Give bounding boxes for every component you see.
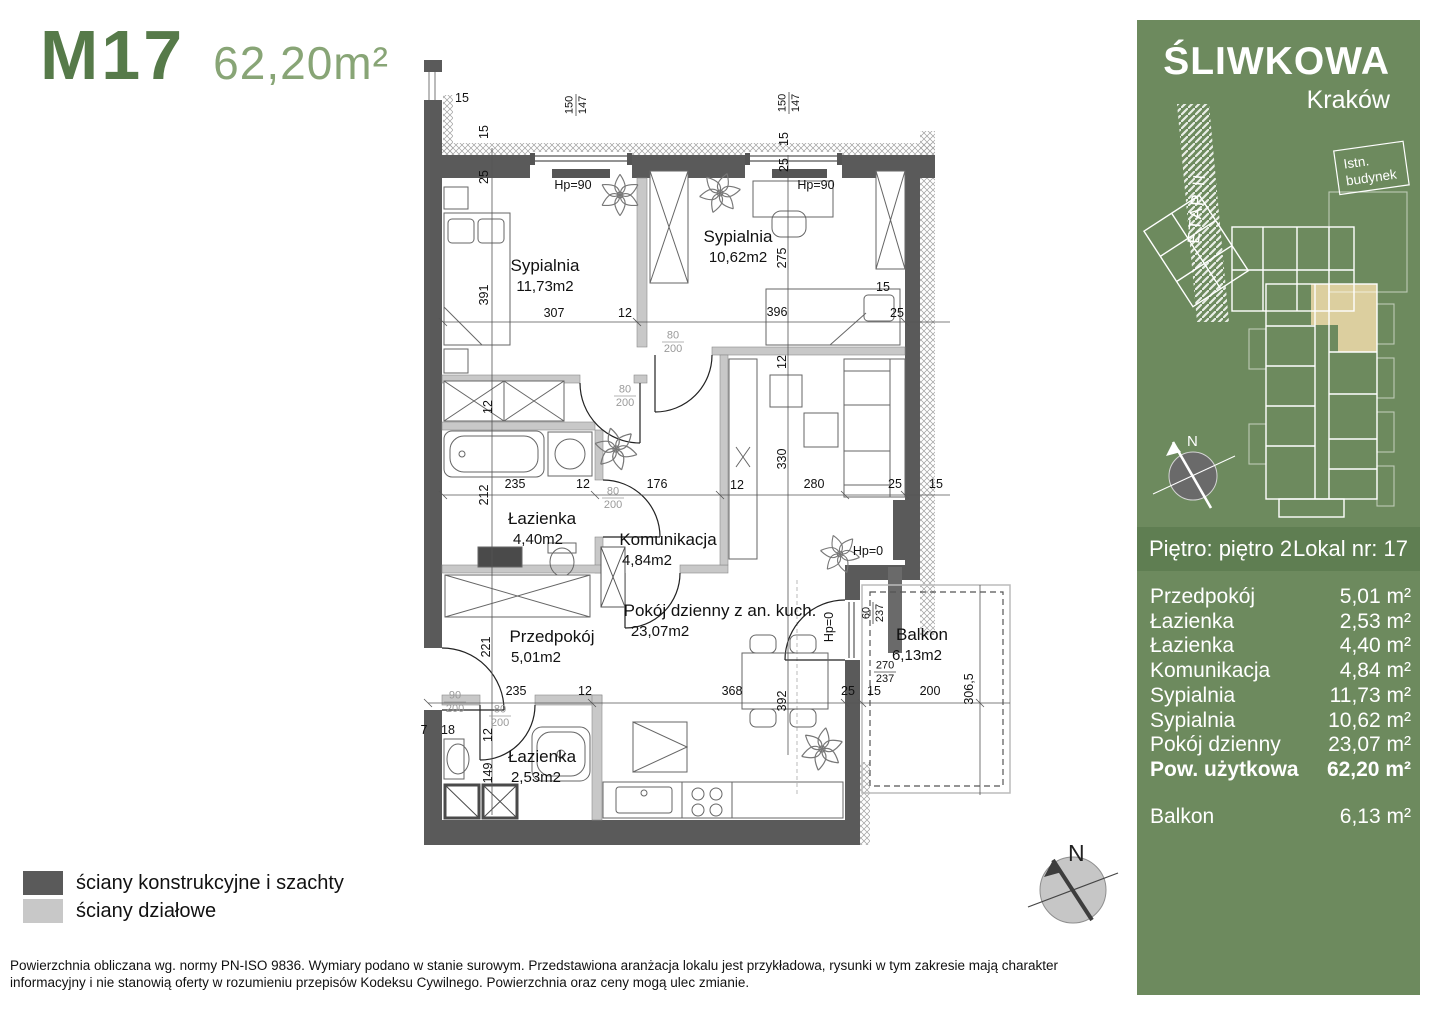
svg-text:25: 25: [890, 306, 904, 320]
room-row-area: 4,84 m²: [1339, 659, 1411, 683]
balcony-stubs: [1249, 192, 1407, 506]
svg-text:12: 12: [576, 477, 590, 491]
svg-text:150: 150: [776, 93, 789, 113]
svg-text:18: 18: [441, 723, 455, 737]
nightstand: [444, 187, 468, 209]
room-row-area: 23,07 m²: [1328, 733, 1411, 757]
dimension-label: [444, 690, 466, 716]
dimension-label: [481, 400, 495, 414]
room-row: [1150, 758, 1411, 783]
svg-text:237: 237: [875, 673, 895, 685]
svg-text:15: 15: [867, 684, 881, 698]
project-city: Kraków: [1306, 86, 1390, 114]
svg-text:149: 149: [481, 762, 495, 784]
room-row: [1150, 585, 1411, 610]
dimension-label: [477, 485, 491, 506]
room-area: 4,84m2: [621, 552, 673, 569]
room-name: Przedpokój: [509, 627, 595, 646]
svg-text:12: 12: [481, 728, 495, 742]
svg-text:368: 368: [721, 684, 743, 698]
dimension-label: [962, 673, 976, 704]
svg-text:Hp=90: Hp=90: [554, 178, 592, 192]
sidebar: [1137, 20, 1420, 995]
dimension-label: [853, 544, 883, 558]
room-name: Komunikacja: [619, 530, 717, 549]
svg-text:12: 12: [730, 478, 744, 492]
room-row-area: 10,62 m²: [1328, 708, 1411, 732]
unit-id: M17: [40, 16, 186, 94]
dimension-label: [481, 763, 495, 784]
dimension-label: [861, 602, 887, 624]
disclaimer: [10, 957, 1128, 991]
room-name: Łazienka: [507, 747, 577, 766]
svg-text:306,5: 306,5: [962, 673, 976, 705]
dimension-label: [874, 660, 896, 686]
svg-text:15: 15: [455, 91, 469, 105]
room-row: [1150, 634, 1411, 659]
dimension-label: [578, 684, 592, 698]
svg-text:200: 200: [615, 397, 635, 409]
tv-unit: [729, 359, 757, 559]
floor-label: Piętro: piętro 2: [1149, 536, 1293, 561]
dimension-label: [477, 125, 491, 139]
dimension-label: [477, 285, 491, 306]
kitchen-sink: [616, 787, 672, 813]
svg-text:7: 7: [420, 723, 428, 737]
dimension-label: [477, 170, 491, 184]
compass-n-label: N: [1187, 433, 1198, 450]
room-row-area: 2,53 m²: [1339, 609, 1411, 633]
floor-plan: [420, 55, 1020, 855]
dimension-label: [777, 132, 791, 146]
svg-text:12: 12: [618, 306, 632, 320]
dimension-label: [876, 280, 890, 294]
svg-text:80: 80: [606, 485, 620, 498]
dimension-label: [730, 478, 744, 492]
dimension-label: [890, 306, 904, 320]
room-row-area: 62,20 m²: [1326, 757, 1411, 781]
svg-text:147: 147: [790, 93, 802, 113]
room-row-name: Łazienka: [1150, 609, 1235, 633]
dimension-label: [505, 477, 526, 491]
room-name: Pokój dzienny z an. kuch.: [623, 601, 817, 620]
room-row-name: Pokój dzienny: [1150, 733, 1281, 757]
svg-text:90: 90: [448, 689, 462, 702]
room-name: Sypialnia: [510, 256, 580, 275]
svg-text:60: 60: [860, 606, 873, 620]
partition-wall-swatch: [23, 899, 63, 923]
svg-text:Hp=90: Hp=90: [797, 178, 835, 192]
svg-text:25: 25: [841, 684, 855, 698]
stove-burner: [692, 788, 704, 800]
svg-text:budynek: budynek: [1344, 166, 1398, 189]
balcony-name: Balkon: [1150, 805, 1215, 828]
room-name: Łazienka: [507, 509, 577, 528]
svg-text:12: 12: [578, 684, 592, 698]
wardrobe: [444, 381, 564, 421]
dimension-label: [775, 449, 789, 470]
dimension-label: [804, 477, 825, 491]
svg-text:15: 15: [876, 280, 890, 294]
dimension-label: [920, 684, 941, 698]
svg-text:221: 221: [479, 636, 493, 658]
room-row: [1150, 709, 1411, 734]
svg-text:270: 270: [875, 659, 895, 672]
dimension-label: [481, 728, 495, 742]
door-bedroom2: [655, 355, 712, 412]
svg-text:212: 212: [477, 484, 491, 506]
chair: [772, 211, 806, 237]
legend-label: ściany działowe: [76, 899, 217, 922]
svg-text:15: 15: [477, 125, 491, 139]
svg-text:200: 200: [603, 499, 623, 511]
room-area: 10,62m2: [708, 249, 768, 266]
room-row: [1150, 659, 1411, 684]
legend-label: ściany konstrukcyjne i szachty: [76, 871, 344, 894]
dimension-label: [441, 723, 455, 737]
balcony-row: [1150, 805, 1411, 829]
dimension-label: [421, 723, 428, 737]
dimension-label: [722, 684, 743, 698]
chair: [750, 709, 776, 727]
svg-text:235: 235: [505, 684, 527, 698]
room-row-area: 4,40 m²: [1339, 634, 1411, 658]
structural-wall-swatch: [23, 871, 63, 895]
svg-text:280: 280: [803, 477, 825, 491]
chair: [750, 635, 776, 653]
svg-text:307: 307: [543, 306, 565, 320]
svg-text:15: 15: [777, 132, 791, 146]
unit-total-area: 62,20m²: [213, 37, 389, 89]
legend-partition: [23, 899, 344, 923]
room-row: [1150, 733, 1411, 758]
svg-text:12: 12: [775, 355, 789, 369]
svg-text:150: 150: [563, 95, 576, 115]
dimension-label: [455, 91, 469, 105]
etap-label: ETAP II: [1184, 171, 1210, 245]
svg-text:392: 392: [775, 690, 789, 712]
chair: [790, 635, 816, 653]
highlighted-unit: [1311, 284, 1377, 352]
svg-text:396: 396: [766, 305, 788, 319]
svg-text:Hp=0: Hp=0: [822, 611, 836, 643]
project-name: ŚLIWKOWA: [1163, 40, 1390, 83]
dimension-label: [777, 158, 791, 172]
svg-text:235: 235: [504, 477, 526, 491]
room-area: 5,01m2: [510, 649, 562, 666]
room-area: 2,53m2: [510, 769, 562, 786]
room-area-list: [1150, 585, 1411, 783]
svg-text:15: 15: [929, 477, 943, 491]
room-area: 23,07m2: [630, 623, 690, 640]
svg-text:330: 330: [775, 448, 789, 470]
dimension-label: [797, 178, 834, 192]
dimension-label: [775, 691, 789, 712]
compass-n-label: N: [1068, 840, 1085, 866]
room-row-name: Łazienka: [1150, 634, 1235, 658]
legend: [23, 871, 344, 927]
room-area: 4,40m2: [512, 531, 564, 548]
site-plan: [1139, 94, 1419, 524]
dimension-label: [929, 477, 943, 491]
wardrobe: [650, 171, 688, 283]
svg-text:25: 25: [477, 170, 491, 184]
room-row-name: Przedpokój: [1150, 585, 1256, 608]
dimension-label: [618, 306, 632, 320]
svg-text:Hp=0: Hp=0: [852, 544, 884, 558]
legend-structural: [23, 871, 344, 895]
svg-text:237: 237: [874, 603, 886, 623]
floor-band: [1137, 527, 1420, 571]
svg-text:200: 200: [445, 703, 465, 715]
unit-number-label: Lokal nr: 17: [1293, 536, 1408, 561]
neighbour-window-stub: [424, 72, 442, 100]
wardrobe: [445, 575, 590, 617]
dimension-label: [564, 94, 590, 116]
room-area: 11,73m2: [516, 278, 574, 295]
room-row-name: Komunikacja: [1150, 659, 1271, 683]
svg-text:147: 147: [577, 95, 589, 115]
room-row-name: Pow. użytkowa: [1150, 757, 1299, 781]
dimension-label: [506, 684, 527, 698]
coffee-table: [804, 413, 838, 447]
dimension-label: [775, 355, 789, 369]
room-row: [1150, 610, 1411, 635]
page-title: [40, 16, 389, 94]
dimension-label: [888, 477, 902, 491]
dimension-label: [767, 305, 788, 319]
svg-text:176: 176: [646, 477, 668, 491]
wardrobe: [876, 171, 905, 269]
dimension-label: [775, 248, 789, 269]
balcony-area: 6,13 m²: [1339, 805, 1411, 828]
washing-machine: [478, 547, 522, 567]
svg-text:200: 200: [919, 684, 941, 698]
svg-text:Istn.: Istn.: [1342, 153, 1370, 172]
svg-text:80: 80: [493, 703, 507, 716]
radiator: [552, 169, 610, 178]
existing-building-label: [1334, 141, 1409, 194]
dimension-label: [662, 330, 684, 356]
site-compass: [1153, 433, 1235, 508]
bed: [444, 213, 510, 345]
room-area: 6,13m2: [891, 647, 943, 664]
dimension-label: [777, 92, 803, 114]
dimension-label: [867, 684, 881, 698]
svg-text:80: 80: [618, 383, 632, 396]
disclaimer-line1: Powierzchnia obliczana wg. normy PN-ISO 9836. Wymiary podano w stanie surowym. Przedstawiona aranżacja lokalu jest przykładowa, rysunki w tym zakresie mają charakter: [10, 958, 1059, 973]
compass: [1020, 825, 1130, 945]
dimension-label: [602, 486, 624, 512]
room-name: Sypialnia: [703, 227, 773, 246]
svg-text:25: 25: [888, 477, 902, 491]
svg-text:200: 200: [663, 343, 683, 355]
dimension-label: [479, 637, 493, 658]
dimension-label: [544, 306, 565, 320]
svg-text:80: 80: [666, 329, 680, 342]
dimension-label: [614, 384, 636, 410]
fridge: [633, 722, 687, 772]
svg-text:25: 25: [777, 158, 791, 172]
room-row-name: Sypialnia: [1150, 708, 1236, 732]
room-name: Balkon: [896, 625, 948, 644]
svg-text:275: 275: [775, 247, 789, 269]
room-row: [1150, 684, 1411, 709]
room-row-area: 5,01 m²: [1339, 585, 1411, 608]
svg-text:12: 12: [481, 400, 495, 414]
svg-text:391: 391: [477, 284, 491, 306]
chair: [790, 709, 816, 727]
svg-text:200: 200: [490, 717, 510, 729]
room-row-name: Sypialnia: [1150, 683, 1236, 707]
disclaimer-line2: informacyjny i nie stanowią oferty w rozumieniu przepisów Kodeksu Cywilnego. Powierzchnia oraz ceny mogą ulec zmianie.: [10, 975, 750, 990]
coffee-table: [770, 375, 802, 407]
room-row-area: 11,73 m²: [1329, 683, 1411, 707]
dimension-label: [841, 684, 855, 698]
dimension-label: [822, 612, 836, 642]
dimension-label: [554, 178, 591, 192]
dimension-label: [647, 477, 668, 491]
dimension-label: [576, 477, 590, 491]
